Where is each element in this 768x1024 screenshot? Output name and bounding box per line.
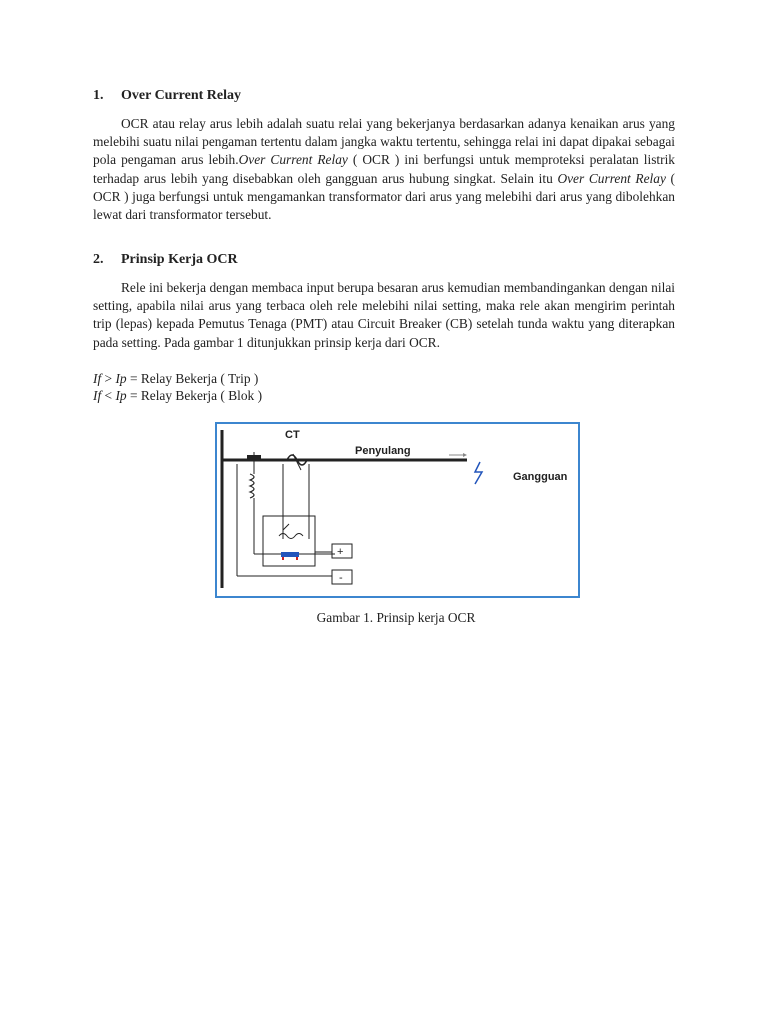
plus-label: +	[337, 546, 344, 558]
ct-label: CT	[285, 429, 300, 441]
formula-result: = Relay Bekerja ( Trip )	[126, 371, 259, 386]
formula-operator: <	[101, 388, 116, 403]
paragraph-text: ( OCR ) ini berfungsi untuk memproteksi peralatan listrik terhadap arus lebih yang disebabkan oleh gangguan arus hubung singkat. Selain itu	[93, 152, 675, 186]
section-heading-over-current-relay	[93, 88, 241, 104]
ocr-circuit-diagram	[215, 422, 580, 598]
formula-symbol: If	[93, 388, 102, 403]
trip-coil	[250, 474, 254, 498]
relay-box	[263, 516, 315, 566]
paragraph-ocr-definition	[93, 115, 675, 224]
formula-block	[93, 388, 262, 404]
fault-label: Gangguan	[513, 471, 568, 483]
figure-caption: Gambar 1. Prinsip kerja OCR	[316, 610, 476, 625]
italic-term: Over Current Relay	[238, 152, 348, 168]
formula-trip	[93, 371, 258, 387]
italic-term: Over Current Relay	[557, 170, 666, 186]
paragraph-text: Rele ini bekerja dengan membaca input berupa besaran arus kemudian membandingankan dengan nilai setting, apabila nilai arus yang terbaca oleh rele melebihi nilai setting, maka rele akan mengirim perintah trip (lepas) kepada Pemutus Tenaga (PMT) atau Circuit Breaker (CB) setelah tunda waktu yang diterapkan pada setting. Pada gambar 1 ditunjukkan prinsip kerja dari OCR.	[93, 280, 675, 350]
formula-symbol: Ip	[115, 371, 127, 386]
formula-symbol: Ip	[115, 388, 127, 403]
formula-symbol: If	[93, 371, 102, 386]
paragraph-text: OCR atau relay arus lebih adalah suatu relai yang bekerjanya berdasarkan adanya kenaikan arus yang melebihi suatu nilai pengaman tertentu dalam jangka waktu tertentu, sehingga relai ini dapat dipakai sebagai pola pengaman arus lebih.	[93, 116, 675, 168]
section-number: 2.	[93, 252, 104, 267]
feeder-label: Penyulang	[355, 445, 411, 457]
relay-contact	[281, 552, 299, 557]
section-number: 1.	[93, 88, 104, 103]
section-title: Over Current Relay	[121, 88, 242, 103]
formula-result: = Relay Bekerja ( Blok )	[126, 388, 263, 403]
paragraph-text: ( OCR ) juga berfungsi untuk mengamankan transformator dari arus yang melebihi dari arus yang dibolehkan lewat dari transformator tersebut.	[93, 170, 675, 223]
formula-operator: >	[101, 371, 116, 386]
circuit-drawing	[217, 424, 578, 596]
section-heading-prinsip-kerja	[93, 252, 238, 268]
fault-lightning-icon	[475, 462, 482, 484]
section-title: Prinsip Kerja OCR	[121, 252, 238, 267]
minus-label: -	[339, 572, 343, 584]
paragraph-working-principle	[93, 279, 675, 352]
